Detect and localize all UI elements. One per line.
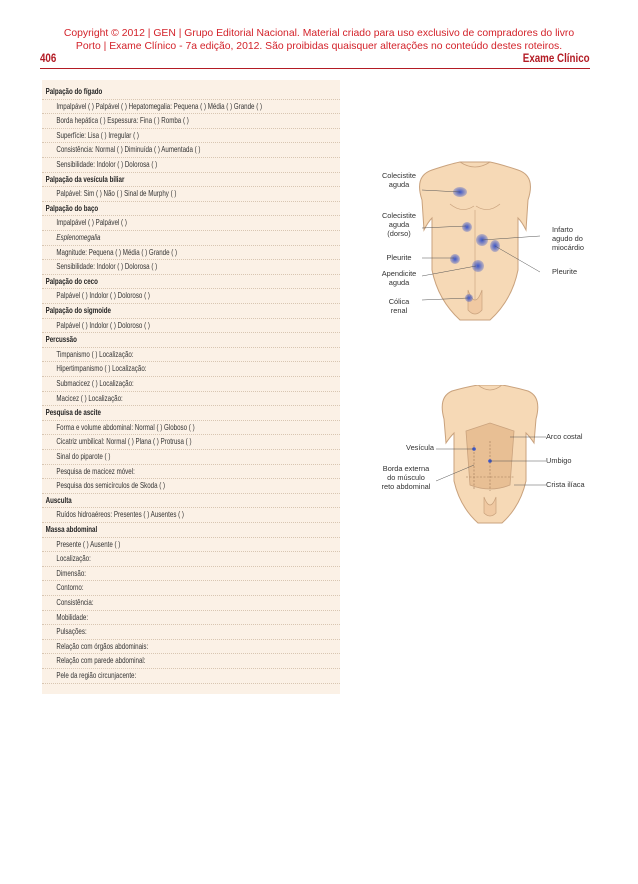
form-section-heading [42,303,340,319]
form-field-row [42,624,340,640]
form-section-heading [42,332,340,348]
form-row-text: Palpação do baço [45,202,99,213]
label-crista-iliaca: Crista ilíaca [546,480,585,489]
label-apendicite: Apendicite aguda [381,269,417,287]
copyright-line-1: Copyright © 2012 | GEN | Grupo Editorial Nacional. Material criado para uso exclusivo de compradores do livro [63,28,575,39]
form-row-text: Submacicez ( ) Localização: [56,378,134,388]
form-field-row [42,595,340,611]
form-row-text: Palpável: Sim ( ) Não ( ) Sinal de Murphy ( ) [56,188,177,199]
label-pleurite-right: Pleurite [552,267,578,276]
form-row-text: Localização: [56,553,91,564]
form-field-row [42,653,340,669]
form-field-row [42,478,340,494]
form-row-text: Palpação do sigmoide [45,305,111,315]
form-row-text: Borda hepática ( ) Espessura: Fina ( ) Romba ( ) [56,115,189,126]
form-section-heading [42,493,340,509]
form-row-text: Palpação do fígado [45,86,103,96]
form-field-row [42,434,340,450]
form-row-text: Dimensão: [56,567,86,578]
label-infarto: Infarto agudo do miocárdio [552,225,585,252]
form-field-row [42,288,340,304]
form-row-text: Pesquisa dos semicírculos de Skoda ( ) [56,480,166,491]
form-field-row [42,610,340,626]
form-row-text: Pele da região circunjacente: [56,670,137,680]
form-field-row [42,391,340,407]
form-field-row [42,537,340,553]
abdominal-landmarks-figure [370,385,610,525]
exam-form-panel [42,80,340,694]
form-field-row [42,464,340,480]
form-field-row [42,566,340,582]
label-colecistite-dorso: Colecistite aguda (dorso) [381,211,417,238]
form-section-heading [42,172,340,188]
form-field-row [42,668,340,684]
form-row-text: Cicatriz umbilical: Normal ( ) Plana ( ) Protrusa ( ) [56,436,192,447]
running-head: Exame Clínico [523,53,590,65]
form-row-text: Pesquisa de macicez móvel: [56,465,135,476]
form-field-row [42,507,340,523]
form-row-text: Palpação da vesícula biliar [45,173,125,184]
form-row-text: Palpável ( ) Indolor ( ) Doloroso ( ) [56,319,150,330]
form-field-row [42,215,340,231]
form-section-heading [42,201,340,217]
form-row-text: Magnitude: Pequena ( ) Média ( ) Grande ( ) [56,246,178,257]
form-field-row [42,99,340,115]
form-field-row [42,580,340,596]
form-row-text: Consistência: Normal ( ) Diminuída ( ) Aumentada ( ) [56,144,201,155]
form-row-text: Sinal do piparote ( ) [56,451,111,461]
label-borda-externa: Borda externa do músculo reto abdominal [381,464,431,491]
form-row-text: Massa abdominal [45,524,98,534]
form-row-text: Pesquisa de ascite [45,407,101,418]
form-row-text: Impalpável ( ) Palpável ( ) [56,217,127,228]
form-row-text: Esplenomegalia [56,232,101,242]
form-row-text: Contorno: [56,582,84,593]
pain-referral-figure [340,160,610,325]
form-row-text: Palpável ( ) Indolor ( ) Doloroso ( ) [56,290,150,301]
form-field-row [42,113,340,129]
form-row-text: Presente ( ) Ausente ( ) [56,538,121,549]
form-section-heading [42,405,340,421]
form-row-text: Hipertimpanismo ( ) Localização: [56,363,147,374]
form-row-text: Forma e volume abdominal: Normal ( ) Globoso ( ) [56,421,195,432]
form-row-text: Consistência: [56,597,94,607]
form-row-text: Percussão [45,334,77,345]
form-field-row [42,347,340,363]
label-vesicula: Vesícula [406,443,434,452]
form-field-row [42,449,340,465]
form-row-text: Sensibilidade: Indolor ( ) Dolorosa ( ) [56,261,158,272]
form-field-row [42,142,340,158]
form-field-row [42,376,340,392]
form-field-row [42,551,340,567]
form-field-row [42,157,340,173]
form-field-row [42,318,340,334]
form-field-row [42,420,340,436]
form-row-text: Palpação do ceco [45,275,98,286]
form-row-text: Mobilidade: [56,611,89,622]
form-field-row [42,128,340,144]
label-colica: Cólica renal [388,297,410,315]
form-row-text: Ruídos hidroaéreos: Presentes ( ) Ausentes ( ) [56,509,184,520]
form-field-row [42,361,340,377]
form-row-text: Relação com parede abdominal: [56,655,146,666]
form-row-text: Macicez ( ) Localização: [56,392,123,403]
form-field-row [42,245,340,261]
form-section-heading [42,84,340,100]
form-row-text: Relação com órgãos abdominais: [56,640,149,651]
form-row-text: Timpanismo ( ) Localização: [56,348,134,359]
form-section-heading [42,274,340,290]
label-arco-costal: Arco costal [546,432,583,441]
form-row-text: Superfície: Lisa ( ) Irregular ( ) [56,129,139,140]
form-field-row [42,259,340,275]
form-field-row [42,186,340,202]
copyright-line-2: Porto | Exame Clínico - 7a edição, 2012. São proibidas quaisquer alterações no conteúdo destes roteiros. [75,41,563,52]
page-number: 406 [40,53,57,65]
form-field-row [42,230,340,246]
form-row-text: Pulsações: [56,626,87,637]
form-section-heading [42,522,340,538]
label-pleurite-left: Pleurite [386,253,412,262]
header-rule [40,68,590,69]
label-umbigo: Umbigo [546,456,572,465]
form-row-text: Impalpável ( ) Palpável ( ) Hepatomegalia: Pequena ( ) Média ( ) Grande ( ) [56,100,263,111]
label-colecistite: Colecistite aguda [381,171,417,189]
copyright-notice [0,27,638,53]
form-row-text: Sensibilidade: Indolor ( ) Dolorosa ( ) [56,159,158,169]
form-row-text: Ausculta [45,494,72,505]
abdomen-illustration [370,385,610,525]
form-field-row [42,639,340,655]
